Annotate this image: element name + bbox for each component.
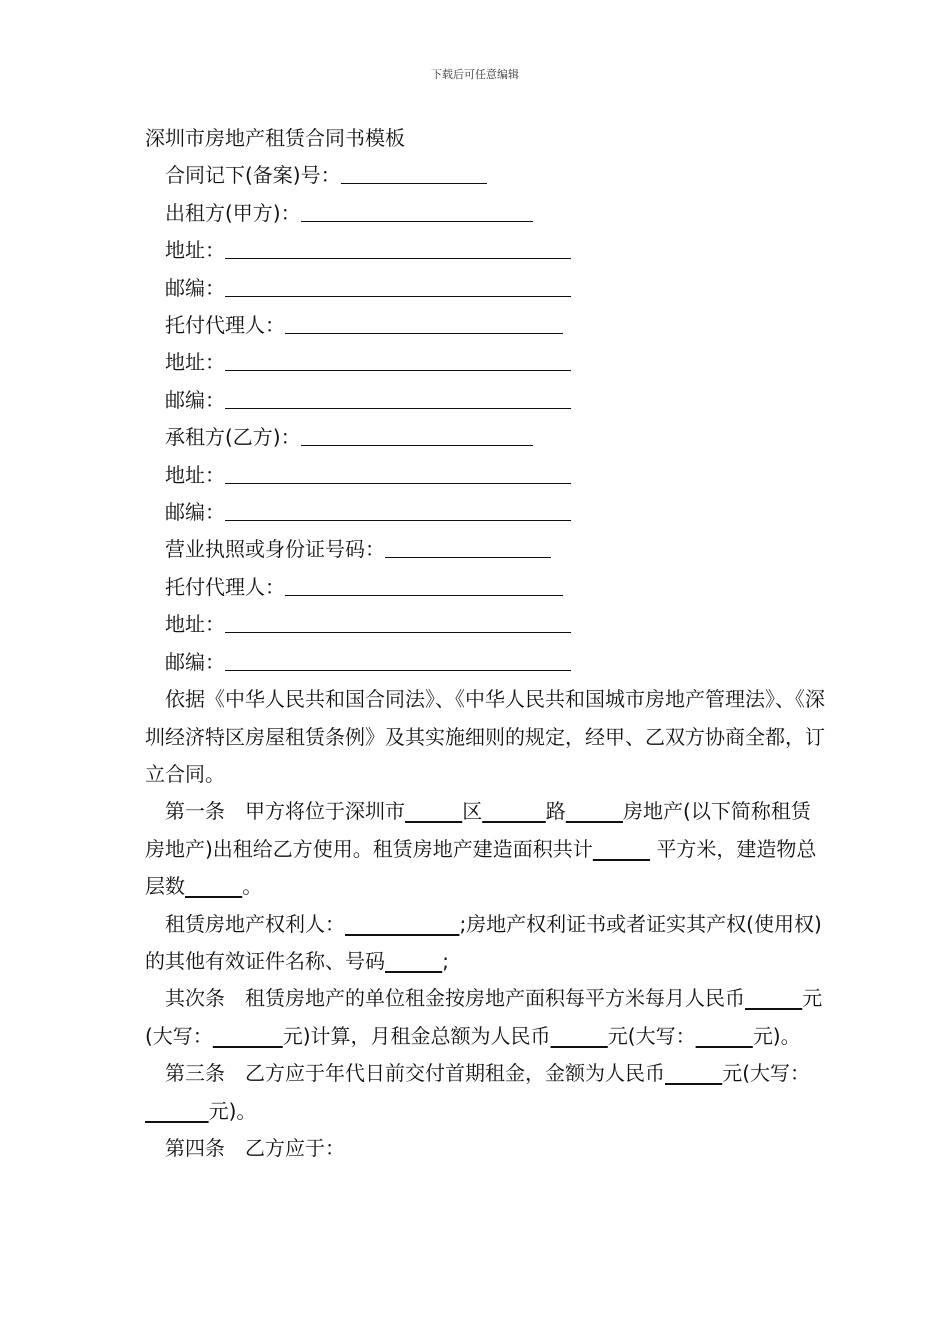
field-blank[interactable] [225,648,571,671]
field-blank[interactable] [225,610,571,633]
party-fields [145,157,825,681]
field-blank[interactable] [225,386,571,409]
field-blank[interactable] [225,461,571,484]
area-blank[interactable] [593,837,650,861]
city-blank[interactable] [405,799,462,823]
field-blank[interactable] [285,311,563,334]
contract-document [145,120,825,1167]
field-blank[interactable] [225,236,571,259]
certificate-blank[interactable] [385,949,442,973]
field-label: 邮编： [165,275,225,300]
field-row [145,644,825,681]
field-row [145,344,825,381]
document-title: 深圳市房地产租赁合同书模板 [145,126,405,150]
field-label: 托付代理人： [165,574,285,599]
unit-rent-blank[interactable] [745,986,802,1010]
field-blank[interactable] [301,423,533,446]
page-header: 下载后可任意编辑 [431,68,519,81]
field-blank[interactable] [285,573,563,596]
district-blank[interactable] [482,799,546,823]
field-label: 地址： [165,350,225,375]
monthly-rent-caps-blank[interactable] [696,1024,753,1048]
owner-blank[interactable] [345,912,459,936]
article-1: 第一条 甲方将位于深圳市 区 路 房地产(以下简称租赁房地产)出租给乙方使用。租赁房地产建造面积共计 平方米，建造物总层数 。 [145,799,817,899]
field-row [145,494,825,531]
field-row [145,270,825,307]
field-label: 邮编： [165,387,225,412]
floors-blank[interactable] [185,874,242,898]
property-owner-paragraph: 租赁房地产权利人： ;房地产权利证书或者证实其产权(使用权)的其他有效证件名称、号码 ; [145,911,822,973]
field-row [145,531,825,568]
field-blank[interactable] [301,199,533,222]
first-rent-blank[interactable] [665,1061,722,1085]
field-blank[interactable] [341,161,487,184]
field-label: 营业执照或身份证号码： [165,537,385,562]
field-row [145,382,825,419]
field-row [145,606,825,643]
field-label: 出租方(甲方)： [165,200,301,225]
field-row [145,457,825,494]
article-4: 第四条 乙方应于： [165,1135,345,1160]
field-row [145,307,825,344]
field-label: 合同记下(备案)号： [165,163,341,188]
preamble-paragraph: 依据《中华人民共和国合同法》、《中华人民共和国城市房地产管理法》、《深圳经济特区房屋租赁条例》及其实施细则的规定，经甲、乙双方协商全都，订立合同。 [145,687,825,786]
field-label: 地址： [165,238,225,263]
field-row [145,419,825,456]
field-label: 地址： [165,612,225,637]
article-3: 第三条 乙方应于年代日前交付首期租金，金额为人民币 元(大写： 元)。 [145,1055,825,1130]
road-blank[interactable] [566,799,623,823]
field-label: 地址： [165,462,225,487]
monthly-rent-blank[interactable] [551,1024,608,1048]
field-row [145,569,825,606]
field-label: 托付代理人： [165,313,285,338]
field-blank[interactable] [385,535,551,558]
field-row [145,195,825,232]
field-blank[interactable] [225,498,571,521]
field-row [145,157,825,194]
field-row [145,232,825,269]
field-label: 邮编： [165,649,225,674]
unit-rent-caps-blank[interactable] [213,1024,283,1048]
field-label: 邮编： [165,500,225,525]
first-rent-caps-blank[interactable] [145,1099,209,1123]
field-blank[interactable] [225,274,571,297]
field-blank[interactable] [225,348,571,371]
article-2: 其次条 租赁房地产的单位租金按房地产面积每平方米每月人民币 元(大写： 元)计算，月租金总额为人民币 元(大写： 元)。 [145,986,823,1048]
field-label: 承租方(乙方)： [165,425,301,450]
